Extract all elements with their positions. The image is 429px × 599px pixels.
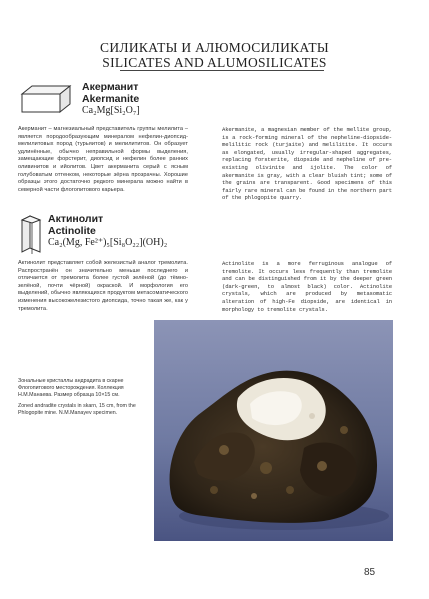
header-title-en: SILICATES AND ALUMOSILICATES	[102, 55, 327, 70]
caption-ru: Зональные кристаллы андрадита в скарне Флогопитового месторождения. Коллекция Н.М.Манаева. Размер образца 10×15 см.	[18, 378, 124, 399]
mineral-formula: Ca₂(Mg, Fe²⁺)₅[Si₈O₂₂](OH)₂	[48, 237, 168, 248]
header-divider	[120, 70, 324, 71]
mineral-heading-akermanite	[18, 82, 418, 116]
actinolite-text-en: Actinolite is a more ferruginous analogue of tremolite. It occurs less frequently than tremolite and can be distinguished from it by the deeper green (dark-green, to almost black) color. Actinolite crystals, which are produced by metasomatic alteration of high-Fe diopside, are identical in morphology to tremolite crystals.	[222, 260, 392, 313]
actinolite-text-ru: Актинолит представляет собой железистый аналог тремолита. Распространён он значительно меньше последнего и отличается от тремолита более густой зелёной (до тёмно-зелёной, почти чёрной) окраской. И морфология его выделений, обычно являющихся продуктом метасоматического изменения высокожелезистого диопсида, точно такая же, как у тремолита.	[18, 260, 188, 312]
crystal-prism-icon	[18, 82, 74, 121]
specimen-photo	[154, 320, 393, 541]
mineral-formula: Ca₂Mg[Si₂O₇]	[82, 105, 140, 116]
akermanite-text-ru: Акерманит – магнезиальный представитель группы мелилита – является породообразующим минералом нефелин-диопсид-мелилитовых пород (турьяитов) и мелилититов. Он образует удлинённые, обычно неправильной формы выделения, замещающие форстерит, диопсид и нефелин более ранних оливинитов и ийолитов. Цвет акерманита серый с ясным голубоватым оттенком, некоторые зёрна прозрачны. Хорошие образцы этого достаточно редкого минерала можно найти в северной части флогопитового карьера.	[18, 126, 188, 193]
akermanite-text-en: Akermanite, a magnesian member of the mellite group, is a rock-forming mineral of the nepheline-diopside-melilitic rock (turjaite) and melilitite. It occurs as elongated, usually irregular-shaped aggregates, replacing forsterite, diopside and nepheline of pre-existing olivinite and ijolite. The color of akermanite is gray, with a clear bluish tint; some of the grains are transparent. Good specimens of this fairly rare mineral can be found in the northern part of the phlogopite quarry.	[222, 126, 392, 202]
mineral-name-en: Akermanite	[82, 92, 140, 105]
caption-en: Zoned andradite crystals in skarn, 15 cm, from the Phlogopite mine. N.M.Manayev specimen.	[18, 402, 136, 416]
mineral-name-ru: Актинолит	[48, 213, 104, 225]
page-header	[0, 40, 429, 70]
figure-caption	[18, 378, 136, 417]
mineral-heading-actinolite	[18, 214, 418, 248]
mineral-name-en: Actinolite	[48, 224, 96, 237]
page-number: 85	[364, 567, 376, 578]
mineral-name-ru: Акерманит	[82, 81, 139, 93]
header-title-ru: СИЛИКАТЫ И АЛЮМОСИЛИКАТЫ	[100, 40, 329, 55]
